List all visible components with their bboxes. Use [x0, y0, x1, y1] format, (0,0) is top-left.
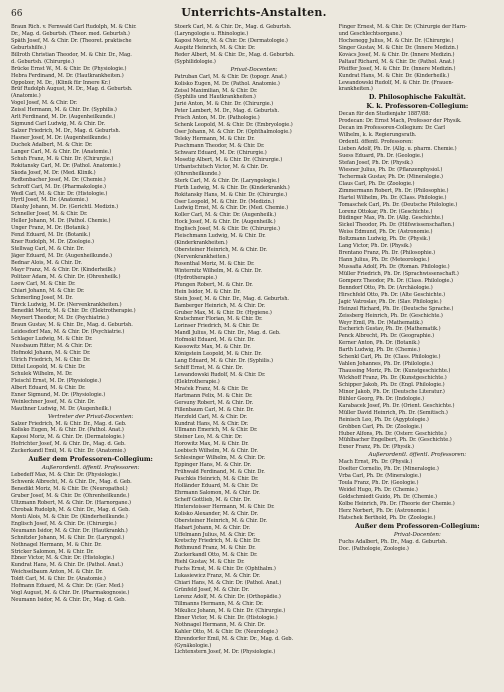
- entry-line: Obersteiner Heinrich, M. & Chir. Dr.: [174, 517, 267, 524]
- entry-line: Kratschmer Florian, M. & Chir. Dr.: [174, 316, 263, 323]
- subsection-heading: Privat-Docenten:: [230, 66, 278, 73]
- entry-line: und Geschlechtsorgane.): [338, 30, 402, 37]
- entry-line: Neumann Isidor, M. & Chir. Dr., Mag. d. Geb.: [11, 597, 126, 604]
- entry-line: Braun Rich. v. Fernwald Carl Rudolph, M. & Chir.: [11, 24, 137, 30]
- entry-line: Pfungen Robert, M. & Chir. Dr.: [174, 281, 253, 288]
- entry-line: Escherich Gustav, Ph. Dr. (Mathematik.): [338, 326, 441, 333]
- entry-line: Hebra Ferdinand, M. Dr. (Hautkrankheiten.): [11, 72, 124, 79]
- entry-line: Wedl Carl, M. & Chir. Dr. (Histologie.): [11, 190, 108, 197]
- entry-line: Schiff Ernst, M. & Chir. Dr.: [174, 365, 244, 371]
- entry-line: Benedikt Moriz, M. & Chir. Dr. (Neuropathol.): [11, 486, 128, 493]
- entry-line: Herz Norbert, Ph. Dr. (Astronomie.): [338, 507, 430, 514]
- entry-line: Penck Albrecht, Ph. Dr. (Geographie.): [338, 333, 435, 340]
- entry-line: Nothnagel Hermann, M. & Chir. Dr.: [174, 621, 266, 628]
- page-title: Unterrichts-Anstalten.: [181, 6, 327, 19]
- entry-line: Stefan Josef, Ph. Dr. (Physik.): [338, 159, 413, 166]
- entry-line: Jagić Vatroslav, Ph. Dr. (Slav. Philologie.): [338, 298, 442, 305]
- entry-line: Lorenz Ottokar, Ph. Dr. (Geschichte.): [338, 208, 433, 215]
- entry-line: Braun Gustav, M. & Chir. Dr., Mag. d. Geburtsh.: [11, 322, 133, 329]
- entry-line: Dlauhy Johann, M. Dr. (Gerichtl. Medizin.): [11, 204, 119, 211]
- entry-line: Wiesner Julius, Ph. Dr. (Pflanzenphysiol.): [338, 166, 443, 173]
- entry-line: Hirschfeld Otto, Ph. Dr. (Alte Geschichte.): [338, 291, 446, 298]
- entry-line: Decan im Professoren-Collegium: Dr. Carl: [338, 125, 445, 132]
- entry-line: Hock Josef, M. & Chir. Dr. (Augenheilk.): [174, 219, 276, 226]
- entry-line: Prodecan: Dr. Ernst Mach, Professor der Physik.: [338, 118, 462, 125]
- entry-line: Ordentl. öffentl. Professoren:: [338, 139, 413, 146]
- entry-line: Ulrich Friedrich, M. & Chir. Dr.: [11, 357, 91, 363]
- entry-line: Ehrendorfer Emil, M. & Chir. Dr., Mag. d. Geb.: [174, 635, 294, 642]
- entry-line: Redtenbacher Josef, M. Dr. (Chemie.): [11, 176, 106, 183]
- entry-line: Rosenthal Moriz, M. & Chir. Dr.: [174, 260, 255, 267]
- entry-line: Chrobak Rudolph, M. & Chir. Dr., Mag. d. Geb.: [11, 506, 130, 513]
- entry-line: Hofmokl Johann, M. & Chir. Dr.: [11, 350, 91, 357]
- entry-line: Boltzmann Ludwig, Ph. Dr. (Physik.): [338, 236, 431, 243]
- entry-line: Kovács Josef, M. & Chir. Dr. (Innere Medizin.): [338, 51, 455, 58]
- entry-line: Lang Eduard, M. & Chir. Dr. (Syphilis.): [174, 358, 273, 365]
- entry-line: Stricker Salomon, M. & Chir. Dr.: [11, 548, 94, 555]
- entry-line: Gomperz Theodor, Ph. Dr. (Class. Philologie.): [338, 277, 453, 284]
- entry-line: Koller Carl, M. & Chir. Dr. (Augenheilk.): [174, 212, 277, 219]
- entry-line: Fürth Ludwig, M. & Chir. Dr. (Kinderkrankh.): [174, 184, 290, 191]
- entry-line: Schenkl Carl, Ph. Dr. (Class. Philologie.): [338, 354, 441, 361]
- entry-line: Lorenz Adolf, M. & Chir. Dr. (Orthopädie.): [174, 593, 281, 600]
- entry-line: Kolisko Eugen, M. Dr. (Pathol. Anatomie.): [174, 80, 280, 87]
- entry-line: Skoda Josef, M. Dr. (Med. Klinik.): [11, 169, 96, 176]
- entry-line: Kahler Otto, M. & Chir. Dr. (Neurologie.): [174, 628, 278, 635]
- entry-line: Weiss Edmund, Ph. Dr. (Astronomie.): [338, 229, 433, 236]
- entry-line: Salzer Friedrich, M. & Chir. Dr., Mag. d. Geb.: [11, 420, 127, 427]
- entry-line: Schlager Ludwig, M. & Chir. Dr.: [11, 336, 93, 343]
- entry-line: Benedikt Moriz, M. & Chir. Dr. (Elektrotherapie.): [11, 308, 136, 315]
- entry-line: Kundrat Hans, M. & Chir. Dr. (Kinderheilk.): [338, 72, 450, 79]
- entry-line: Urbantschitsch Victor, M. & Chir. Dr.: [174, 163, 269, 170]
- entry-line: Sterk Carl, M. & Chir. Dr. (Laryngologie.): [174, 177, 280, 184]
- entry-line: Monti Alois, M. & Chir. Dr. (Kinderheilkunde.): [11, 513, 128, 520]
- section-heading: Außer dem Professoren-Collegium:: [28, 455, 153, 464]
- entry-line: Stellwag Carl, M. & Chir. Dr.: [11, 246, 84, 252]
- entry-line: Englisch Josef, M. & Chir. Dr. (Chirurgie.): [174, 226, 280, 233]
- entry-line: Tschermak Gustav, Ph. Dr. (Mineralogie.): [338, 173, 443, 180]
- entry-line: Paschkis Heinrich, M. & Chir. Dr.: [174, 476, 259, 482]
- entry-line: (Elektrotherapie.): [174, 378, 220, 385]
- entry-line: Schenk Leopold, M. & Chir. Dr. (Embryologie.): [174, 122, 293, 129]
- entry-line: Teleky Hermann, M. & Chir. Dr.: [174, 136, 255, 143]
- entry-line: Zeissl Hermann, M. & Chir. Dr. (Syphilis.): [11, 107, 117, 114]
- subsection-heading: Vertreter der Privat-Docenten:: [47, 413, 134, 420]
- entry-line: Hatschek Berthold, Ph. Dr. (Zoologie.): [338, 514, 436, 521]
- entry-line: Wickhoff Franz, Ph. Dr. (Kunstgeschichte.): [338, 375, 447, 381]
- entry-line: (Hydrotherapie.): [174, 274, 217, 281]
- entry-line: Paltauf Richard, M. & Chir. Dr. (Pathol. Anat.): [338, 58, 455, 65]
- entry-line: Arlt Ferdinand, M. Dr. (Augenheilkunde.): [11, 114, 116, 121]
- entry-line: Weinlechner Josef, M. & Chir. Dr.: [11, 398, 96, 405]
- entry-line: Kolisko Alexander, M. & Chir. Dr.: [174, 510, 259, 517]
- entry-line: Hartmann Felix, M. & Chir. Dr.: [174, 392, 253, 399]
- entry-line: Ullmann Emerich, M. & Chir. Dr.: [174, 427, 258, 434]
- entry-line: Steiner Leo, M. & Chir. Dr.: [174, 434, 243, 441]
- entry-line: Exner Sigmund, M. Dr. (Physiologie.): [11, 391, 106, 398]
- entry-line: Ludwig Ernst, M. & Chir. Dr. (Med. Chemie.): [174, 205, 289, 212]
- entry-line: Rokitansky Carl, M. Dr. (Pathol. Anatomie.): [11, 162, 121, 169]
- section-heading: Außer dem Professoren-Collegium:: [355, 521, 480, 530]
- entry-line: (Syphilidologie.): [174, 58, 216, 65]
- entry-line: Fenzl Eduard, M. Dr. (Botanik.): [11, 232, 91, 239]
- entry-line: Gruber Max, M. & Chir. Dr. (Hygiene.): [174, 309, 272, 316]
- entry-line: Thaussing Moriz, Ph. Dr. (Kunstgeschichte.): [338, 368, 451, 375]
- entry-line: Jurié Anton, M. & Chir. Dr. (Chirurgie.): [174, 101, 274, 108]
- entry-line: Weidel Hugo, Ph. Dr. (Chemie.): [338, 487, 418, 494]
- entry-line: Grünfeld Josef, M. & Chir. Dr.: [174, 587, 250, 593]
- entry-line: Zeissl Maximilian, M. & Chir. Dr.: [174, 87, 258, 94]
- entry-line: krankheiten.): [338, 86, 373, 93]
- entry-line: Holländer Eduard, M. & Chir. Dr.: [174, 482, 259, 489]
- entry-line: Singer Gustav, M. & Chir. Dr. (Innere Medizin.): [338, 44, 459, 51]
- entry-line: Kretschy Friedrich, M. & Chir. Dr.: [174, 538, 261, 545]
- entry-line: Ebner Victor, M. & Chir. Dr. (Histologie.): [174, 614, 278, 621]
- entry-line: Wilhelm, k. k. Regierungsrath.: [338, 132, 417, 139]
- subsection-heading: Außerordentl. öffentl. Professoren:: [368, 452, 467, 459]
- entry-line: Oser Johann, M. & Chir. Dr. (Ophthalmologie.): [174, 129, 292, 136]
- entry-line: Geburtshilfe.): [11, 44, 47, 51]
- entry-line: Englisch Josef, M. & Chir. Dr. (Chirurgie.): [11, 520, 117, 527]
- entry-line: Ultzmann Robert, M. & Chir. Dr. (Harnorgane.): [11, 499, 131, 506]
- entry-line: Schuh Franz, M. & Chir. Dr. (Chirurgie.): [11, 155, 114, 162]
- entry-line: Karabacek Josef, Ph. Dr. (Orient. Geschichte.): [338, 402, 455, 409]
- entry-line: Fleischl Ernst, M. Dr. (Physiologie.): [11, 377, 102, 384]
- entry-line: Königstein Leopold, M. & Chir. Dr.: [174, 351, 262, 358]
- entry-line: Mach Ernst, Ph. Dr. (Physik.): [338, 459, 413, 466]
- entry-line: Büdinger Max, Ph. Dr. (Allg. Geschichte.): [338, 215, 444, 222]
- entry-line: Loebisch Wilhelm, M. & Chir. Dr.: [174, 448, 258, 455]
- entry-line: Müller David Heinrich, Ph. Dr. (Semitisch.): [338, 409, 448, 416]
- entry-line: Uffelmann Julius, M. & Chir. Dr.: [174, 531, 256, 538]
- entry-line: Kner Rudolph, M. Dr. (Zoologie.): [11, 239, 94, 246]
- entry-line: Ebner Victor, M. & Chir. Dr. (Histologie.): [11, 555, 115, 562]
- entry-line: Doelter Cornelio, Ph. Dr. (Mineralogie.): [338, 466, 439, 473]
- entry-line: Politzer Adam, M. & Chir. Dr. (Ohrenheilk.): [11, 273, 121, 280]
- entry-line: Schulek Wilhelm, M. Dr.: [11, 370, 73, 377]
- entry-line: Scheff Gottlieb, M. & Chir. Dr.: [174, 496, 251, 503]
- entry-line: (Laryngologie u. Rhinologie.): [174, 30, 249, 37]
- entry-line: Exner Franz, Ph. Dr. (Physik.): [338, 444, 414, 451]
- entry-line: Brüf Rudolph August, M. Dr., Mag. d. Geburtsh.: [11, 86, 133, 93]
- entry-line: Huber Alfons, Ph. Dr. (Österr. Geschichte.): [338, 430, 447, 437]
- entry-line: Herzfeld Carl, M. & Chir. Dr.: [174, 413, 248, 420]
- column-right: [338, 24, 497, 656]
- entry-line: Kaposi Moriz, M. & Chir. Dr. (Dermatologie.): [174, 37, 288, 44]
- entry-line: Hein Isidor, M. & Chir. Dr.: [174, 288, 241, 295]
- subsection-heading: Außerordentl. öffentl. Professoren:: [41, 465, 140, 472]
- entry-line: Habart Johann, M. & Chir. Dr.: [174, 524, 251, 531]
- page-header: [11, 6, 497, 22]
- entry-line: Schwenk Albrecht, M. & Chir. Dr., Mag. d. Geb.: [11, 479, 132, 486]
- entry-line: Lewandowski Rudolf, M. & Chir. Dr.: [174, 371, 266, 378]
- entry-line: Oser Leopold, M. & Chir. Dr. (Medizin.): [174, 198, 275, 205]
- entry-line: Pfeiffer Josef, M. & Chir. Dr. (Innere Medizin.): [338, 65, 456, 72]
- entry-line: Bamberger Heinrich, M. & Chir. Dr.: [174, 302, 266, 309]
- entry-line: Salzer Friedrich, M. Dr., Mag. d. Geburtsh.: [11, 128, 121, 135]
- entry-line: Schroff Carl, M. Dr. (Pharmakologie.): [11, 183, 106, 190]
- entry-line: Hinterstoisser Hermann, M. & Chir. Dr.: [174, 503, 275, 510]
- entry-line: Lebedeff Max, M. & Chir. Dr. (Physiologie.): [11, 472, 121, 479]
- entry-line: Nussbaum Ritter, M. & Chir. Dr.: [11, 343, 93, 350]
- entry-line: Albert Eduard, M. & Chir. Dr.: [11, 384, 86, 391]
- entry-line: Lukasiewicz Franz, M. & Chir. Dr.: [174, 573, 261, 580]
- entry-line: Reinisch Leo, Ph. Dr. (Ägyptologie.): [338, 416, 429, 423]
- entry-line: Duchek Adalbert, M. & Chir. Dr.: [11, 141, 93, 148]
- entry-line: Heinzel Richard, Ph. Dr. (Deutsche Sprache.): [338, 305, 454, 312]
- entry-line: Barth Ludwig, Ph. Dr. (Chemie.): [338, 347, 421, 354]
- entry-line: Goldschmiedt Guido, Ph. Dr. (Chemie.): [338, 494, 437, 500]
- entry-line: Kaposi Moriz, M. & Chir. Dr. (Dermatologie.): [11, 434, 125, 441]
- entry-line: Schmerling Josef, M. Dr.: [11, 294, 73, 301]
- entry-line: Lorinser Friedrich, M. & Chir. Dr.: [174, 323, 260, 330]
- entry-line: Toldt Carl, M. & Chir. Dr. (Anatomie.): [11, 576, 106, 583]
- entry-line: (Syphilis und Hautkrankheiten.): [174, 94, 256, 101]
- entry-line: Grobben Carl, Ph. Dr. (Zoologie.): [338, 423, 423, 430]
- page-number: 66: [11, 9, 23, 19]
- entry-line: Rothmund Franz, M. & Chir. Dr.: [174, 545, 256, 552]
- entry-line: Chiari Hans, M. & Chir. Dr. (Pathol. Anat.): [174, 580, 282, 587]
- entry-line: Mühlbacher Engelbert, Ph. Dr. (Geschichte.): [338, 437, 452, 444]
- entry-line: Mandl Julius, M. & Chir. Dr., Mag. d. Geb.: [174, 330, 281, 337]
- text-columns: [11, 24, 497, 656]
- entry-line: Neumann Isidor, M. & Chir. Dr. (Hautkrankh.): [11, 527, 128, 534]
- entry-line: Zuckerkandl Emil, M. & Chir. Dr. (Anatomie.): [11, 448, 126, 455]
- entry-line: Jäger Eduard, M. Dr. (Augenheilkunde.): [11, 252, 112, 259]
- entry-line: Mraček Franz, M. & Chir. Dr.: [174, 385, 249, 392]
- entry-line: Heller Johann, M. Dr. (Pathol. Chemie.): [11, 218, 111, 225]
- entry-line: Lieben Adolf, Ph. Dr. (Allg. u. pharm. Chemie.): [338, 146, 457, 153]
- entry-line: Suess Eduard, Ph. Dr. (Geologie.): [338, 153, 424, 159]
- entry-line: Mauthner Ludwig, M. Dr. (Augenheilk.): [11, 405, 112, 412]
- entry-line: Vogl August, M. & Chir. Dr. (Pharmakognosie.): [11, 590, 130, 597]
- entry-line: Lichtenstern Josef, M. Dr. (Physiologie.): [174, 649, 276, 656]
- entry-line: Vahlen Johannes, Ph. Dr. (Philologie.): [338, 361, 434, 368]
- entry-line: Mikulicz Johann, M. & Chir. Dr. (Chirurgie.): [174, 607, 286, 614]
- entry-line: Unger Franz, M. Dr. (Botanik.): [11, 225, 89, 232]
- entry-line: Stein Josef, M. & Chir. Dr., Mag. d. Geburtsh.: [174, 295, 290, 302]
- entry-line: Oppolzer, M. Dr., (Klinik für Innere Kr.): [11, 79, 111, 86]
- entry-line: Müller Friedrich, Ph. Dr. (Sprachwissenschaft.): [338, 270, 459, 277]
- column-left: [11, 24, 170, 656]
- entry-line: Schwarz Eduard, M. Dr. (Chirurgie.): [174, 149, 267, 156]
- entry-line: Claus Carl, Ph. Dr. (Zoologie.): [338, 180, 415, 187]
- entry-line: Zeissberg Heinrich, Ph. Dr. (Geschichte.): [338, 312, 443, 319]
- entry-line: Doc. (Pathologie, Zoologie.): [338, 545, 409, 552]
- entry-line: Peter Lambert, M. Dr., Mag. d. Geburtsh.: [174, 108, 280, 115]
- entry-line: Vogel Josef, M. & Chir. Dr.: [11, 100, 78, 107]
- entry-line: Tillmanns Hermann, M. & Chir. Dr.: [174, 600, 264, 607]
- entry-line: Sigmund Carl Ludwig, M. & Chir. Dr.: [11, 121, 106, 128]
- entry-line: Späth Josef, M. & Chir. Dr. (Theoret. praktische: [11, 37, 132, 44]
- entry-line: Mayr Franz, M. & Chir. Dr. (Kinderheilk.): [11, 266, 116, 273]
- column-middle: [174, 24, 333, 656]
- entry-line: Brentano Franz, Ph. Dr. (Philosophie.): [338, 250, 436, 257]
- entry-line: Billroth Christian Theodor, M. & Chir. Dr., Mag.: [11, 51, 132, 58]
- entry-line: Finger Ernest, M. & Chir. Dr. (Chirurgie der Harn-: [338, 24, 467, 30]
- entry-line: Riehl Gustav, M. & Chir. Dr.: [174, 559, 245, 566]
- entry-line: (Anatomie.): [11, 93, 41, 100]
- entry-line: Kerner Anton, Ph. Dr. (Botanik.): [338, 340, 420, 347]
- entry-line: Kundrat Hans, M. & Chir. Dr.: [174, 420, 249, 427]
- entry-line: Kolisko Eugen, M. & Chir. Dr. (Pathol. Anat.): [11, 427, 124, 434]
- entry-line: Loew Carl, M. & Chir. Dr.: [11, 280, 76, 287]
- entry-line: Schnitzler Johann, M. & Chir. Dr. (Laryngol.): [11, 534, 125, 541]
- entry-line: Schipper Jakob, Ph. Dr. (Engl. Philologie.): [338, 381, 445, 388]
- entry-line: Toula Franz, Ph. Dr. (Geologie.): [338, 480, 419, 487]
- entry-line: Chiari Johann, M. & Chir. Dr.: [11, 287, 85, 294]
- entry-line: Eppinger Hans, M. & Chir. Dr.: [174, 462, 252, 469]
- entry-line: d. Geburtsh. (Chirurgie.): [11, 58, 74, 65]
- entry-line: Minor Jakob, Ph. Dr. (Deutsche Literatur.): [338, 388, 445, 395]
- entry-line: Türck Ludwig, M. Dr. (Nervenkrankheiten.): [11, 301, 122, 308]
- entry-line: (Gynäkologie.): [174, 642, 212, 649]
- entry-line: Winternitz Wilhelm, M. & Chir. Dr.: [174, 267, 262, 274]
- entry-line: Fillenbaum Carl, M. & Chir. Dr.: [174, 406, 254, 413]
- entry-line: Dittel Leopold, M. & Chir. Dr.: [11, 363, 86, 370]
- entry-line: Bühler Georg, Ph. Dr. (Indologie.): [338, 395, 424, 402]
- entry-line: Bednar Alois, M. & Chir. Dr.: [11, 259, 82, 266]
- entry-line: Hofrichter Josef, M. & Chir. Dr., Mag. d. Geb.: [11, 441, 126, 448]
- entry-line: Frisch Anton, M. Dr. (Pathologie.): [174, 115, 260, 122]
- entry-line: Zimmermann Robert, Ph. Dr. (Philosophie.): [338, 187, 449, 194]
- entry-line: Schlesinger Wilhelm, M. & Chir. Dr.: [174, 455, 266, 462]
- entry-line: Hofmann Eduard, M. & Chir. Dr. (Ger. Med.): [11, 583, 124, 590]
- entry-line: Fuchs Ernst, M. & Chir. Dr. (Ophthalm.): [174, 566, 276, 573]
- entry-line: Reder Albert, M. & Chir. Dr., Mag. d. Geburtsh.: [174, 51, 295, 58]
- entry-line: (Nervenkrankheiten.): [174, 254, 230, 260]
- entry-line: Hofmokl Eduard, M. & Chir. Dr.: [174, 337, 255, 344]
- entry-line: Hochenegg Julius, M. & Chir. Dr. (Chirurgie.): [338, 37, 454, 44]
- entry-line: Kolbe Heinrich, Ph. Dr. (Theorie der Chemie.): [338, 500, 455, 507]
- entry-line: Tomaschek Carl, Ph. Dr. (Deutsche Philologie.): [338, 201, 458, 208]
- entry-line: Patruban Carl, M. & Chir. Dr. (topogr. Anat.): [174, 73, 287, 80]
- entry-line: Weyr Emil, Ph. Dr. (Mathematik.): [338, 319, 423, 326]
- entry-line: Gersuny Robert, M. & Chir. Dr.: [174, 399, 254, 406]
- entry-line: Meynert Theodor, M. Dr. (Psychiatrie.): [11, 315, 109, 322]
- entry-line: Hann Julius, Ph. Dr. (Meteorologie.): [338, 257, 430, 264]
- entry-line: Hartel Wilhelm, Ph. Dr. (Class. Philologie.): [338, 194, 447, 201]
- entry-line: Hyrtl Josef, M. Dr. (Anatomie.): [11, 197, 89, 204]
- entry-line: Lewandowski Rudolf, M. & Chir. Dr. (Frauen-: [338, 79, 454, 86]
- entry-line: Sickel Theodor, Ph. Dr. (Hilfswissenschaften.): [338, 222, 455, 229]
- entry-line: Hasner Josef, M. Dr. (Augenheilkunde.): [11, 135, 111, 141]
- entry-line: Kassowitz Max, M. & Chir. Dr.: [174, 344, 251, 351]
- entry-line: Kundrat Hans, M. & Chir. Dr. (Pathol. Anat.): [11, 562, 123, 569]
- entry-line: Auspitz Heinrich, M. & Chir. Dr.: [174, 44, 256, 51]
- entry-line: Horowitz Max, M. & Chir. Dr.: [174, 441, 249, 448]
- section-heading: D. Philosophische Fakultät.: [368, 93, 466, 102]
- entry-line: Nothnagel Hermann, M. & Chir. Dr.: [11, 541, 102, 548]
- entry-line: Decan für den Studienjahr 1887/88:: [338, 111, 431, 118]
- entry-line: Benndorf Otto, Ph. Dr. (Archäologie.): [338, 284, 433, 291]
- entry-line: Puschmann Theodor, M. & Chir. Dr.: [174, 143, 265, 149]
- subsection-heading: Privat-Docenten:: [393, 531, 441, 538]
- entry-line: Fleischmann Ludwig, M. & Chir. Dr.: [174, 233, 266, 240]
- entry-line: Gruber Josef, M. & Chir. Dr. (Ohrenheilkunde.): [11, 493, 130, 499]
- section-heading: K. k. Professoren-Collegium:: [366, 102, 469, 111]
- entry-line: Frühwald Ferdinand, M. & Chir. Dr.: [174, 469, 265, 476]
- entry-line: Brücke Ernst W., M. & Chir. Dr. (Physiologie.): [11, 65, 127, 72]
- entry-line: Lang Victor, Ph. Dr. (Physik.): [338, 243, 412, 250]
- entry-line: (Ohrenheilkunde.): [174, 170, 221, 177]
- entry-line: Zuckerkandl Otto, M. & Chir. Dr.: [174, 552, 258, 559]
- entry-line: Obersteiner Heinrich, M. & Chir. Dr.: [174, 247, 267, 254]
- entry-line: (Kinderkrankheiten.): [174, 240, 228, 247]
- entry-line: Langer Carl, M. & Chir. Dr. (Anatomie.): [11, 148, 112, 155]
- entry-line: Stoerk Carl, M. & Chir. Dr., Mag. d. Geburtsh.: [174, 24, 292, 30]
- entry-line: Leidesdorf Max, M. & Chir. Dr. (Psychiatrie.): [11, 329, 125, 336]
- entry-line: Dr., Mag. d. Geburtsh. (Theor. med. Geburtsh.): [11, 30, 130, 37]
- entry-line: Mosetig Albert, M. & Chir. Dr. (Chirurgie.): [174, 156, 283, 163]
- entry-line: Weichselbaum Anton, M. & Chir. Dr.: [11, 569, 103, 576]
- entry-line: Vrba Carl, Ph. Dr. (Mineralogie.): [338, 473, 422, 480]
- entry-line: Schneller Josef, M. & Chir. Dr.: [11, 211, 88, 218]
- entry-line: Mussafia Adolf, Ph. Dr. (Roman. Philologie.): [338, 264, 450, 270]
- entry-line: Rokitansky Hans, M. & Chir. Dr. (Chirurgie.): [174, 191, 288, 198]
- entry-line: Fuchs Adalbert, Ph. Dr., Mag. d. Geburtsh.: [338, 538, 447, 545]
- entry-line: Ehrmann Salomon, M. & Chir. Dr.: [174, 489, 261, 496]
